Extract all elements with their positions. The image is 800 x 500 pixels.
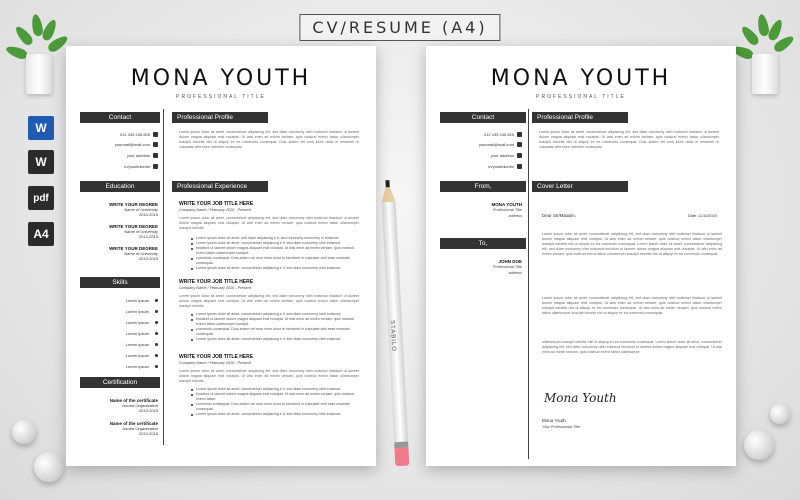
degree: WRITE YOUR DEGREE xyxy=(109,224,158,229)
plant-right-icon xyxy=(740,8,790,94)
degree: WRITE YOUR DEGREE xyxy=(109,246,158,251)
skills-header xyxy=(80,277,160,288)
skill-dot-icon xyxy=(155,354,158,357)
to-address: address xyxy=(508,271,522,275)
skill-item xyxy=(126,364,158,369)
letter-greeting: Dear Sir/Madam, xyxy=(542,213,577,218)
job-company: Company Name / February 2020 - Present xyxy=(179,286,251,290)
education-header xyxy=(80,181,160,192)
skill-label: Lorem Ipsum xyxy=(125,364,149,369)
to-title: Professional Title xyxy=(492,265,522,269)
contact-address xyxy=(127,153,158,158)
phone-icon xyxy=(517,132,522,137)
bullet-item: Lorem ipsum dolor sit amet, consectetuer adipiscing e it, sed diam nonummy nibh euismod xyxy=(191,412,361,417)
skill-label: Lorem Ipsum xyxy=(125,331,149,336)
resume-page xyxy=(66,46,376,466)
resume-professional-title: PROFESSIONAL TITLE xyxy=(176,94,266,100)
skill-label: Lorem Ipsum xyxy=(125,309,149,314)
education-item xyxy=(109,246,158,261)
mail-icon xyxy=(153,142,158,147)
contact-header-label: Contact xyxy=(108,114,132,121)
contact-phone xyxy=(120,132,158,137)
column-divider xyxy=(528,109,529,459)
word-icon-label: W xyxy=(35,121,47,135)
profile-header-label: Professional Profile xyxy=(177,114,233,121)
bullet-item: commodo consequat. Duis autem vel eum iriure dolor in hendrerit in vulputate velit esse molestie consequat. xyxy=(191,402,361,412)
decor-ball-icon xyxy=(12,420,36,444)
profile-header xyxy=(172,112,268,123)
contact-header-label: Contact xyxy=(471,114,495,121)
job-title: WRITE YOUR JOB TITLE HERE xyxy=(179,279,254,285)
bullet-item: tincidunt ut laoreet dolore magna aliquam erat volutpat. Ut wisi enim ad minim veniam, quis nostrud exerci tation. xyxy=(191,392,361,402)
letter-paragraph: Lorem ipsum dolor sit amet, consectetuer adipiscing elit, sed diam nonummy nibh euismod tincidunt ut laoreet dolore magna aliquam erat volutpat. Ut wisi enim ad minim veniam, quis nostrud exerci tation ullamcorper suscipit lobortis nisl ut aliquip ex ea commodo consequat. Lorem ipsum dolor sit amet, consectetuer adipiscing elit, sed diam nonummy nibh euismod tincidunt ut laoreet dolore magna aliquam erat volutpat. Ut wisi enim ad minim veniam, quis nostrud exerci tation ullamcorper suscipit lobortis nisl ut aliquip ex ea commodo consequat. xyxy=(542,232,722,256)
a4-format-badge xyxy=(28,222,54,246)
decor-ball-icon xyxy=(770,404,790,424)
skill-label: Lorem Ipsum xyxy=(125,353,149,358)
from-title: Professional Title xyxy=(492,208,522,212)
profile-text: Lorem ipsum dolor sit amet, consectetuer adipiscing elit, sed diam nonummy nibh euismod tincidunt ut laoreet dolore magna aliquam erat volutpat. Ut wisi enim ad minim veniam, quis nostrud exerci tation ullamcorper suscipit lobortis nisl ut aliquip ex ea commodo consequat. Duis autem vel eum iriure dolor in hendrerit in vulputate velit esse molestie consequat. xyxy=(179,130,359,149)
a4-format-label: A4 xyxy=(33,227,49,241)
address-text: your address xyxy=(490,153,514,158)
job-bullets xyxy=(191,312,361,342)
bullet-item: tincidunt ut laoreet dolore magna aliquam erat volutpat. Ut wisi enim ad minim veniam, quis nostrud exerci tation ullamcorper suscipit. xyxy=(191,246,361,256)
profile-header-label: Professional Profile xyxy=(537,114,593,121)
certification-header-label: Certification xyxy=(102,379,138,386)
signature: Mona Youth xyxy=(544,391,617,405)
linkedin-icon xyxy=(517,164,522,169)
bullet-item: Lorem ipsum dolor sit amet, consectetuer adipiscing e it, sed diam nonummy nibh euismod xyxy=(191,387,361,392)
contact-header xyxy=(80,112,160,123)
job-company: Company Name / February 2020 - Present xyxy=(179,208,251,212)
cert-org: Issued Organization xyxy=(122,426,158,431)
column-divider xyxy=(163,109,164,445)
skill-label: Lorem Ipsum xyxy=(125,320,149,325)
linkedin-text: in/yourlinkedin xyxy=(488,164,514,169)
pdf-format-label: pdf xyxy=(33,192,49,204)
skill-item xyxy=(126,309,158,314)
contact-linkedin xyxy=(488,164,522,169)
cert-years: 2013-2015 xyxy=(138,408,158,413)
word-format-badge xyxy=(28,150,54,174)
skill-item xyxy=(126,342,158,347)
job-description: Lorem ipsum dolor sit amet, consectetuer adipiscing elit, sed diam nonummy nibh euismod tincidunt ut laoreet dolore magna aliquam erat volutpat. Ut wisi enim ad minim veniam, quis nostrud exerci tation ullamcorper suscipit lobortis. xyxy=(179,369,359,383)
skill-dot-icon xyxy=(155,365,158,368)
cv-resume-banner: CV/RESUME (A4) xyxy=(299,14,500,41)
experience-header xyxy=(172,181,268,192)
word-format-label: W xyxy=(35,155,47,169)
cert-name: Name of the certificate xyxy=(109,421,158,426)
bullet-item: tincidunt ut laoreet dolore magna aliquam erat volutpat. Ut wisi enim ad minim veniam, quis nostrud exerci tation ullamcorper suscipit. xyxy=(191,317,361,327)
sign-name: Mona Youth xyxy=(542,418,566,423)
from-address: address xyxy=(508,214,522,218)
years: 2013-2015 xyxy=(138,256,158,261)
linkedin-text: in/yourlinkedin xyxy=(124,164,150,169)
job-description: Lorem ipsum dolor sit amet, consectetuer adipiscing elit, sed diam nonummy nibh euismod tincidunt ut laoreet dolore magna aliquam erat volutpat. Ut wisi enim ad minim veniam, quis nostrud exerci tation ullamcorper suscipit lobortis. xyxy=(179,294,359,308)
to-name: JOHN DOE xyxy=(498,259,522,264)
cert-years: 2013-2015 xyxy=(138,431,158,436)
education-item xyxy=(109,202,158,217)
cert-name: Name of the certificate xyxy=(109,398,158,403)
letter-date: Date: 11/10/2020 xyxy=(688,214,717,218)
decor-ball-icon xyxy=(34,452,64,482)
bullet-item: commodo consequat. Duis autem vel eum iriure dolor in hendrerit in vulputate velit esse molestie consequat. xyxy=(191,327,361,337)
education-item xyxy=(109,224,158,239)
decor-ball-icon xyxy=(744,430,774,460)
sign-title: Your Professional Title xyxy=(542,425,580,429)
phone-text: 012 435 245 825 xyxy=(119,132,150,137)
job-bullets xyxy=(191,236,361,271)
skill-dot-icon xyxy=(155,332,158,335)
phone-text: 012 435 245 825 xyxy=(483,132,514,137)
job-description: Lorem ipsum dolor sit amet, consectetuer adipiscing elit, sed diam nonummy nibh euismod tincidunt ut laoreet dolore magna aliquam erat volutpat. Ut wisi enim ad minim veniam, quis nostrud exerci tation ullamcorper suscipit lobortis. xyxy=(179,216,359,230)
contact-email xyxy=(115,142,158,147)
skill-dot-icon xyxy=(155,343,158,346)
skill-dot-icon xyxy=(155,299,158,302)
location-icon xyxy=(153,153,158,158)
school: Name of University xyxy=(124,251,158,256)
job-title: WRITE YOUR JOB TITLE HERE xyxy=(179,354,254,360)
contact-address xyxy=(491,153,522,158)
profile-header xyxy=(532,112,628,123)
skill-item xyxy=(126,331,158,336)
cover-letter-header-label: Cover Letter xyxy=(537,183,573,190)
linkedin-icon xyxy=(153,164,158,169)
letter-paragraph: ullamcorper suscipit lobortis nisl ut aliquip ex ea commodo consequat. Lorem ipsum dolor sit amet, consectetuer adipiscing elit, sed diam nonummy nibh euismod tincidunt ut laoreet dolore magna aliquam erat volutpat. Ut wisi enim ad minim veniam, quis nostrud exerci tation ullamcorper. xyxy=(542,340,722,354)
plant-left-icon xyxy=(14,8,64,94)
cover-letter-header xyxy=(532,181,628,192)
location-icon xyxy=(517,153,522,158)
to-header xyxy=(440,238,526,249)
mail-icon xyxy=(517,142,522,147)
school: Name of University xyxy=(124,229,158,234)
word-icon xyxy=(28,116,54,140)
skill-label: Lorem Ipsum xyxy=(125,298,149,303)
skills-header-label: Skills xyxy=(112,279,128,286)
skill-item xyxy=(126,353,158,358)
contact-phone xyxy=(484,132,522,137)
cert-org: Issued Organization xyxy=(122,403,158,408)
profile-text: Lorem ipsum dolor sit amet, consectetuer adipiscing elit, sed diam nonummy nibh euismod tincidunt ut laoreet dolore magna aliquam erat volutpat. Ut wisi enim ad minim veniam, quis nostrud exerci tation ullamcorper suscipit lobortis nisl ut aliquip ex ea commodo consequat. Duis autem vel eum iriure dolor in hendrerit in vulputate velit esse molestie consequat. xyxy=(539,130,719,149)
bullet-item: Lorem ipsum dolor sit amet, consectetuer adipiscing e it, sed diam nonummy nibh euismod xyxy=(191,337,361,342)
job-bullets xyxy=(191,387,361,417)
bullet-item: Lorem ipsum dolor sit amet, consectetuer adipiscing e it, sed diam nonummy nibh euismod xyxy=(191,312,361,317)
skill-label: Lorem Ipsum xyxy=(125,342,149,347)
certification-header xyxy=(80,377,160,388)
from-header xyxy=(440,181,526,192)
degree: WRITE YOUR DEGREE xyxy=(109,202,158,207)
pdf-format-badge xyxy=(28,186,54,210)
address-text: your address xyxy=(126,153,150,158)
skill-item xyxy=(126,298,158,303)
skill-dot-icon xyxy=(155,321,158,324)
email-text: yourmail@mail.com xyxy=(478,142,514,147)
bullet-item: Lorem ipsum dolor sit amet, sed diam adipiscing e it, sed nonummy nonummy ni euismod xyxy=(191,236,361,241)
pencil-brand: STABILO xyxy=(388,320,397,353)
from-header-label: From, xyxy=(474,183,492,190)
certification-item xyxy=(110,421,158,436)
cover-letter-page xyxy=(426,46,736,466)
bullet-item: Lorem ipsum dolor sit amet, consectetuer adipiscing e it, sed diam nonummy nibh euismod xyxy=(191,241,361,246)
job-company: Company Name / February 2020 - Present xyxy=(179,361,251,365)
bullet-item: Lorem ipsum dolor sit amet, consectetuer adipiscing e it, sed diam nonummy nibh euismod xyxy=(191,266,361,271)
skill-item xyxy=(126,320,158,325)
phone-icon xyxy=(153,132,158,137)
letter-paragraph: Lorem ipsum dolor sit amet, consectetuer adipiscing elit, sed diam nonummy nibh euismod tincidunt ut laoreet dolore magna aliquam erat volutpat. Ut wisi enim ad minim veniam, quis nostrud exerci tation ullamcorper suscipit lobortis nisl ut aliquip ex ea commodo consequat. Ut wisi enim ad minim veniam, quis nostrud exerci tation ullamcorper suscipit lobortis nisl ut aliquip ex ea commodo consequat. xyxy=(542,296,722,315)
resume-name: MONA YOUTH xyxy=(130,66,312,91)
contact-header xyxy=(440,112,526,123)
school: Name of University xyxy=(124,207,158,212)
years: 2013-2015 xyxy=(138,212,158,217)
contact-linkedin xyxy=(124,164,158,169)
cover-professional-title: PROFESSIONAL TITLE xyxy=(536,94,626,100)
email-text: yourmail@mail.com xyxy=(114,142,150,147)
job-title: WRITE YOUR JOB TITLE HERE xyxy=(179,201,254,207)
cover-name: MONA YOUTH xyxy=(490,66,672,91)
to-header-label: To, xyxy=(478,240,488,247)
years: 2013-2015 xyxy=(138,234,158,239)
certification-item xyxy=(110,398,158,413)
contact-email xyxy=(479,142,522,147)
skill-dot-icon xyxy=(155,310,158,313)
from-name: MONA YOUTH xyxy=(491,202,522,207)
bullet-item: commodo consequat. Duis autem vel eum iriure dolor in hendrerit in vulputate velit esse molestie consequat. xyxy=(191,256,361,266)
education-header-label: Education xyxy=(105,183,135,190)
experience-header-label: Professional Experience xyxy=(177,183,248,190)
